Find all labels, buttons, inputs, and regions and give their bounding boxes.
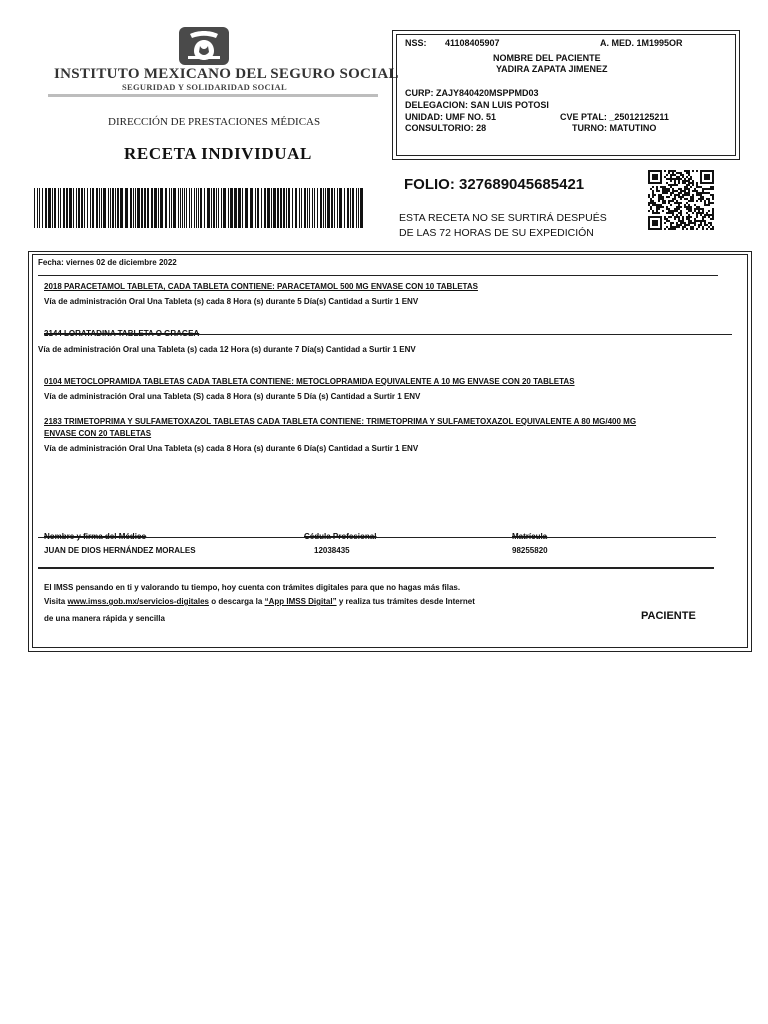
footer-descarga: o descarga la bbox=[211, 597, 263, 606]
patient-name: YADIRA ZAPATA JIMENEZ bbox=[496, 64, 608, 74]
header-divider bbox=[48, 94, 378, 97]
fecha-divider bbox=[38, 275, 718, 276]
imss-url-link[interactable]: www.imss.gob.mx/servicios-digitales bbox=[67, 597, 209, 606]
footer-divider bbox=[38, 567, 714, 569]
medico-name: JUAN DE DIOS HERNÁNDEZ MORALES bbox=[44, 546, 196, 555]
medication-name-cont: ENVASE CON 20 TABLETAS bbox=[44, 429, 152, 438]
medication-instructions: Vía de administración Oral una Tableta (s) cada 12 Hora (s) durante 7 Día(s) Cantidad a Surtir 1 ENV bbox=[38, 345, 416, 354]
footer-line1: El IMSS pensando en ti y valorando tu tiempo, hoy cuenta con trámites digitales para que no hagas más filas. bbox=[44, 583, 461, 592]
turno: TURNO: MATUTINO bbox=[572, 123, 657, 133]
medication-instructions: Vía de administración Oral Una Tableta (s) cada 8 Hora (s) durante 5 Día(s) Cantidad a Surtir 1 ENV bbox=[44, 297, 419, 306]
matricula-value: 98255820 bbox=[512, 546, 548, 555]
cancel-line bbox=[44, 334, 732, 335]
patient-name-label: NOMBRE DEL PACIENTE bbox=[493, 53, 601, 63]
delegacion: DELEGACION: SAN LUIS POTOSI bbox=[405, 100, 549, 110]
page-title: RECETA INDIVIDUAL bbox=[124, 144, 312, 163]
nss-label: NSS: bbox=[405, 38, 427, 48]
consultorio: CONSULTORIO: 28 bbox=[405, 123, 487, 133]
agregado-medico: A. MED. 1M1995OR bbox=[600, 38, 683, 48]
medication-name: 0104 METOCLOPRAMIDA TABLETAS CADA TABLETA CONTIENE: METOCLOPRAMIDA EQUIVALENTE A 10 MG ENVASE CON 20 TABLETAS bbox=[44, 377, 575, 386]
copy-type: PACIENTE bbox=[641, 610, 696, 622]
medication-instructions: Vía de administración Oral Una Tableta (s) cada 8 Hora (s) durante 6 Día(s) Cantidad a Surtir 1 ENV bbox=[44, 444, 419, 453]
nss-value: 41108405907 bbox=[445, 38, 500, 48]
footer-line2 bbox=[44, 597, 475, 606]
unidad: UNIDAD: UMF NO. 51 bbox=[405, 112, 497, 122]
institution-name: INSTITUTO MEXICANO DEL SEGURO SOCIAL bbox=[54, 66, 399, 82]
cedula-value: 12038435 bbox=[314, 546, 350, 555]
signature-line bbox=[38, 537, 716, 538]
app-imss-digital-link[interactable]: “App IMSS Digital” bbox=[264, 597, 337, 606]
barcode bbox=[34, 188, 364, 228]
medication-name: 2183 TRIMETOPRIMA Y SULFAMETOXAZOL TABLETAS CADA TABLETA CONTIENE: TRIMETOPRIMA Y SULFAMETOXAZOL EQUIVALENTE A 80 MG/400 MG bbox=[44, 417, 637, 426]
validity-notice-line2: DE LAS 72 HORAS DE SU EXPEDICIÓN bbox=[399, 227, 594, 239]
qr-code bbox=[648, 170, 714, 230]
imss-logo bbox=[178, 26, 230, 66]
medication-instructions: Vía de administración Oral una Tableta (S) cada 8 Hora (s) durante 5 Día (s) Cantidad a Surtir 1 ENV bbox=[44, 392, 421, 401]
institution-subtitle: SEGURIDAD Y SOLIDARIDAD SOCIAL bbox=[122, 82, 287, 92]
direccion-prestaciones: DIRECCIÓN DE PRESTACIONES MÉDICAS bbox=[108, 116, 321, 128]
footer-visita: Visita bbox=[44, 597, 66, 606]
cve-ptal: CVE PTAL: _25012125211 bbox=[560, 112, 669, 122]
validity-notice-line1: ESTA RECETA NO SE SURTIRÁ DESPUÉS bbox=[399, 212, 607, 224]
curp: CURP: ZAJY840420MSPPMD03 bbox=[405, 88, 539, 98]
fecha: Fecha: viernes 02 de diciembre 2022 bbox=[38, 258, 177, 267]
footer-line3: de una manera rápida y sencilla bbox=[44, 614, 165, 623]
footer-resto: y realiza tus trámites desde Internet bbox=[338, 597, 475, 606]
medication-name: 2018 PARACETAMOL TABLETA, CADA TABLETA CONTIENE: PARACETAMOL 500 MG ENVASE CON 10 TABLETAS bbox=[44, 282, 478, 291]
folio: FOLIO: 327689045685421 bbox=[404, 176, 585, 193]
